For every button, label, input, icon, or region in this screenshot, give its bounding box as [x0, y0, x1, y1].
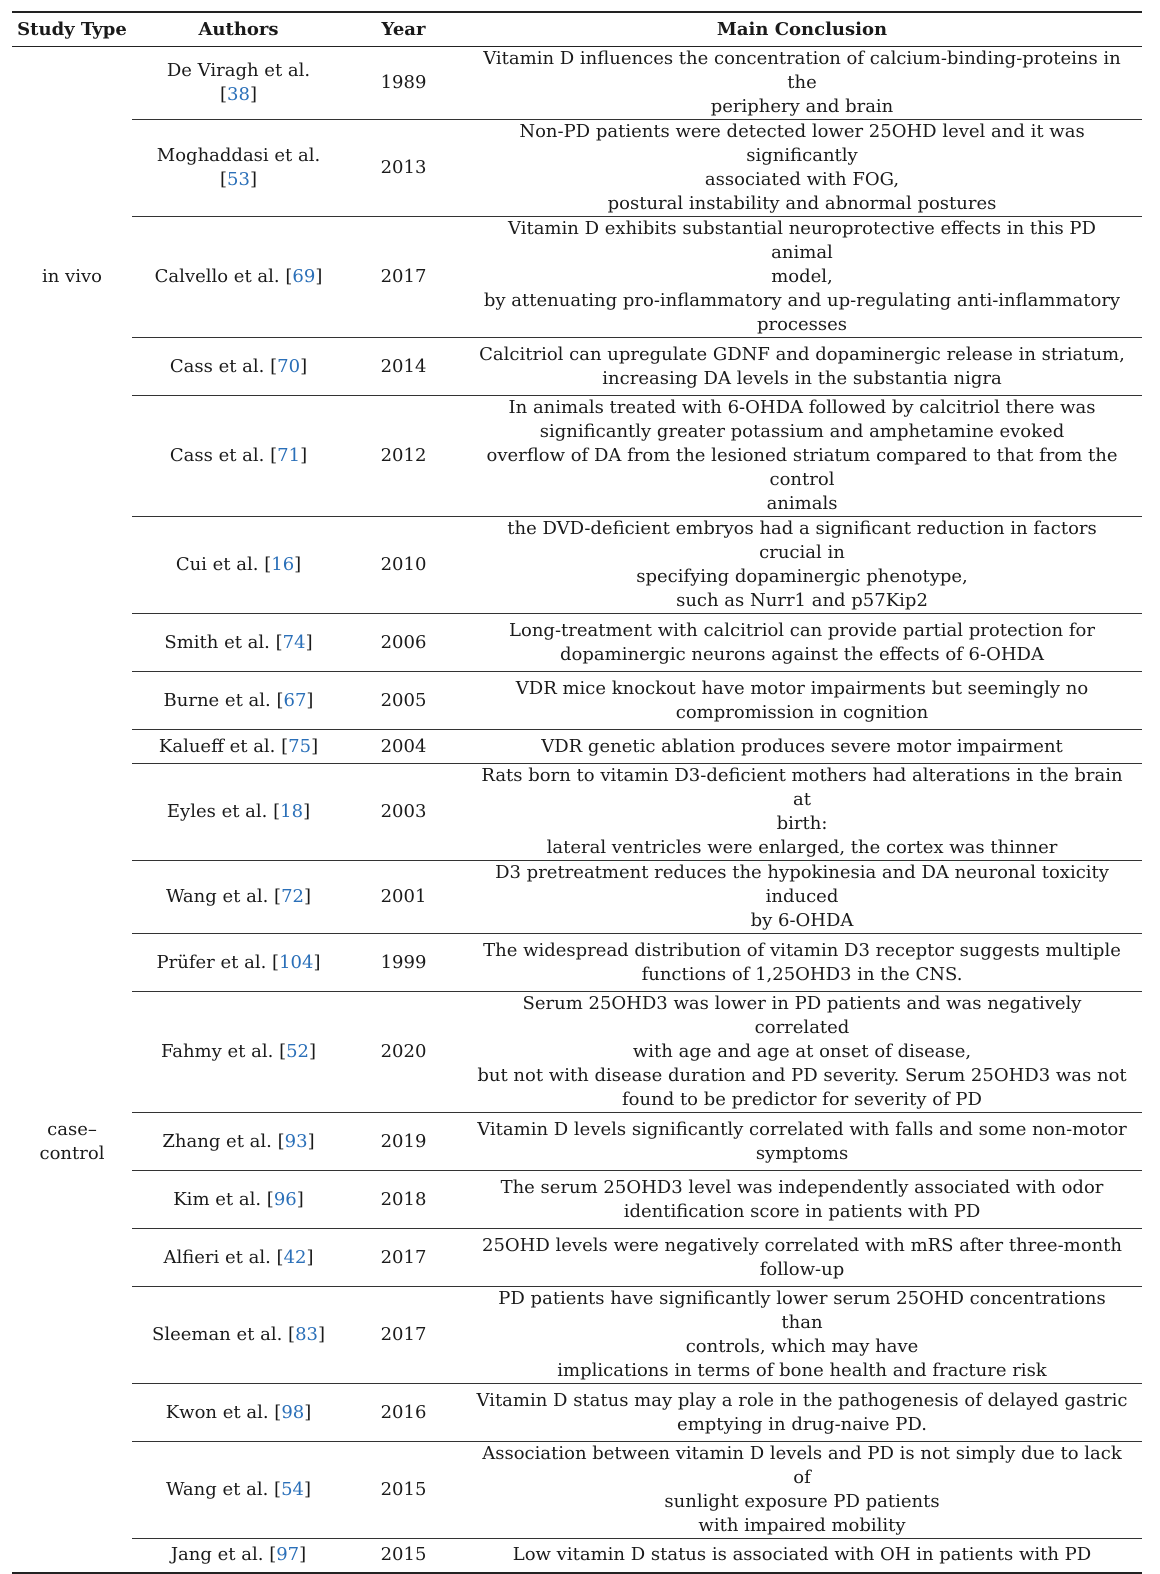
conclusion-line: postural instability and abnormal postures — [607, 193, 997, 214]
study-type-cell — [12, 614, 132, 672]
conclusion-cell — [462, 730, 1142, 764]
study-type-cell — [12, 1287, 132, 1384]
study-type-cell — [12, 517, 132, 614]
conclusion-line: overflow of DA from the lesioned striatum compared to that from the control — [486, 445, 1118, 490]
author-cell: Zhang et al. [93] — [132, 1113, 345, 1171]
table-row — [12, 338, 1142, 396]
conclusion-line: symptoms — [755, 1142, 849, 1164]
conclusion-cell — [462, 1287, 1142, 1384]
reference-link[interactable]: 104 — [279, 951, 314, 973]
study-type-cell — [12, 1229, 132, 1287]
year-cell: 2006 — [345, 614, 462, 672]
conclusion-line: functions of 1,25OHD3 in the CNS. — [641, 963, 963, 985]
conclusion-line: dopaminergic neurons against the effects of 6-OHDA — [560, 643, 1044, 665]
conclusion-cell — [462, 1442, 1142, 1539]
conclusion-line: The widespread distribution of vitamin D3 receptor suggests multiple — [483, 939, 1121, 961]
header-authors: Authors — [132, 12, 345, 47]
conclusion-line: but not with disease duration and PD severity. Serum 25OHD3 was not — [477, 1065, 1127, 1086]
conclusion-line: D3 pretreatment reduces the hypokinesia and DA neuronal toxicity induced — [495, 862, 1109, 907]
table-row — [12, 730, 1142, 764]
study-type-cell — [12, 396, 132, 517]
author-cell: Wang et al. [54] — [132, 1442, 345, 1539]
author-name: Cass et al. — [169, 355, 265, 377]
author-name: Moghaddasi et al. — [156, 145, 321, 166]
conclusion-line: controls, which may have — [685, 1336, 919, 1357]
study-type-cell — [12, 1539, 132, 1573]
study-type-cell — [12, 730, 132, 764]
year-cell: 2015 — [345, 1442, 462, 1539]
reference-link[interactable]: 96 — [273, 1188, 297, 1210]
author-name: Calvello et al. — [154, 266, 280, 287]
table-row — [12, 614, 1142, 672]
studies-table — [12, 11, 1142, 1574]
study-type-cell — [12, 1171, 132, 1229]
year-cell: 2018 — [345, 1171, 462, 1229]
reference-link[interactable]: 98 — [281, 1401, 305, 1423]
conclusion-line: Vitamin D exhibits substantial neuroprotective effects in this PD animal — [508, 218, 1096, 263]
author-cell: Burne et al. [67] — [132, 672, 345, 730]
conclusion-cell — [462, 1171, 1142, 1229]
author-cell: Fahmy et al. [52] — [132, 992, 345, 1113]
author-cell: Alfieri et al. [42] — [132, 1229, 345, 1287]
reference-link[interactable]: 53 — [227, 169, 250, 190]
conclusion-cell — [462, 861, 1142, 934]
conclusion-cell — [462, 396, 1142, 517]
year-cell: 2015 — [380, 1544, 427, 1566]
table-row — [12, 764, 1142, 861]
conclusion-line: VDR mice knockout have motor impairments but seemingly no — [515, 677, 1089, 699]
author-cell: Kalueff et al. [75] — [132, 730, 345, 764]
year-cell: 2001 — [345, 861, 462, 934]
year-cell: 1999 — [345, 934, 462, 992]
header-row — [12, 12, 1142, 47]
conclusion-line: with impaired mobility — [698, 1515, 906, 1536]
reference-link[interactable]: 75 — [288, 735, 312, 757]
reference-link[interactable]: 52 — [286, 1041, 309, 1062]
conclusion-line: significantly greater potassium and amphetamine evoked — [539, 421, 1065, 442]
conclusion-line: compromission in cognition — [675, 701, 929, 723]
conclusion-line: identification score in patients with PD — [623, 1200, 981, 1222]
author-cell: Calvello et al. [69] — [132, 217, 345, 338]
conclusion-cell — [462, 338, 1142, 396]
year-cell: 2020 — [345, 992, 462, 1113]
year-cell: 2014 — [345, 338, 462, 396]
study-type-cell — [12, 992, 132, 1113]
author-cell: Wang et al. [72] — [132, 861, 345, 934]
reference-link[interactable]: 72 — [281, 886, 304, 907]
author-name: Burne et al. — [163, 689, 271, 711]
author-name: Alfieri et al. — [163, 1246, 271, 1268]
year-cell: 1989 — [345, 47, 462, 120]
conclusion-line: by 6-OHDA — [750, 910, 854, 931]
author-name: Kim et al. — [173, 1188, 262, 1210]
author-cell: Kim et al. [96] — [132, 1171, 345, 1229]
study-type-cell — [12, 934, 132, 992]
reference-link[interactable]: 38 — [227, 84, 250, 105]
table-row — [12, 517, 1142, 614]
year-cell: 2003 — [345, 764, 462, 861]
conclusion-line: emptying in drug-naive PD. — [677, 1413, 927, 1435]
table-row — [12, 992, 1142, 1113]
table-row — [12, 672, 1142, 730]
author-name: Cui et al. — [175, 554, 259, 575]
table-row — [12, 1113, 1142, 1171]
author-name: Wang et al. — [165, 886, 269, 907]
conclusion-line: 25OHD levels were negatively correlated with mRS after three-month — [482, 1234, 1122, 1256]
conclusion-line: increasing DA levels in the substantia nigra — [602, 367, 1002, 389]
table-row — [12, 47, 1142, 120]
conclusion-cell — [462, 217, 1142, 338]
study-type-cell — [12, 1442, 132, 1539]
reference-link[interactable]: 71 — [277, 445, 301, 466]
year-cell: 2005 — [345, 672, 462, 730]
study-type-cell — [12, 861, 132, 934]
conclusion-line: model, — [771, 266, 833, 287]
conclusion-line: such as Nurr1 and p57Kip2 — [676, 590, 928, 611]
study-type-label: case– — [47, 1118, 97, 1140]
conclusion-line: sunlight exposure PD patients — [664, 1491, 940, 1512]
conclusion-line: periphery and brain — [710, 96, 894, 117]
author-name: Zhang et al. — [162, 1130, 272, 1152]
reference-link[interactable]: 54 — [281, 1479, 304, 1500]
conclusion-line: Association between vitamin D levels and PD is not simply due to lack of — [482, 1443, 1122, 1488]
reference-link[interactable]: 93 — [284, 1130, 308, 1152]
table-row — [12, 1229, 1142, 1287]
table-row — [12, 217, 1142, 338]
author-name: Prüfer et al. — [156, 951, 267, 973]
study-type-cell — [12, 1384, 132, 1442]
conclusion-cell — [462, 1539, 1142, 1573]
study-type-cell — [12, 764, 132, 861]
conclusion-line: Rats born to vitamin D3-deficient mothers had alterations in the brain at — [481, 765, 1123, 810]
conclusion-line: animals — [766, 493, 838, 514]
study-type-cell — [12, 1113, 132, 1171]
author-cell: Moghaddasi et al. [53] — [132, 120, 345, 217]
author-cell: Cass et al. [71] — [132, 396, 345, 517]
year-cell: 2012 — [345, 396, 462, 517]
author-cell: Kwon et al. [98] — [132, 1384, 345, 1442]
study-type-label: in vivo — [41, 266, 102, 287]
conclusion-line: The serum 25OHD3 level was independently associated with odor — [500, 1176, 1104, 1198]
year-cell: 2013 — [345, 120, 462, 217]
conclusion-line: VDR genetic ablation produces severe motor impairment — [541, 735, 1063, 757]
table-row — [12, 1442, 1142, 1539]
author-name: Sleeman et al. — [151, 1324, 283, 1345]
conclusion-cell — [462, 764, 1142, 861]
header-year: Year — [345, 12, 462, 47]
conclusion-cell — [462, 1229, 1142, 1287]
table-row — [12, 1171, 1142, 1229]
table-row — [12, 1539, 1142, 1573]
conclusion-line: Non-PD patients were detected lower 25OHD level and it was significantly — [519, 121, 1085, 166]
table-body — [12, 47, 1142, 1573]
conclusion-cell — [462, 517, 1142, 614]
conclusion-line: In animals treated with 6-OHDA followed by calcitriol there was — [508, 397, 1096, 418]
conclusion-line: found to be predictor for severity of PD — [622, 1089, 982, 1110]
study-type-cell — [12, 672, 132, 730]
author-name: De Viragh et al. — [166, 60, 311, 81]
author-name: Cass et al. — [169, 445, 265, 466]
author-cell: Prüfer et al. [104] — [132, 934, 345, 992]
author-cell: Sleeman et al. [83] — [132, 1287, 345, 1384]
conclusion-line: follow-up — [759, 1258, 845, 1280]
author-name: Kalueff et al. — [158, 735, 276, 757]
author-name: Smith et al. — [164, 631, 270, 653]
conclusion-cell — [462, 120, 1142, 217]
conclusion-line: Serum 25OHD3 was lower in PD patients and was negatively correlated — [522, 993, 1082, 1038]
year-cell: 2017 — [345, 217, 462, 338]
conclusion-line: the DVD-deficient embryos had a significant reduction in factors crucial in — [507, 518, 1097, 563]
study-type-cell — [12, 120, 132, 217]
conclusion-cell — [462, 1384, 1142, 1442]
table-row — [12, 861, 1142, 934]
author-cell: Eyles et al. [18] — [132, 764, 345, 861]
conclusion-line: associated with FOG, — [704, 169, 900, 190]
author-name: Fahmy et al. — [160, 1041, 274, 1062]
author-name: Wang et al. — [165, 1479, 269, 1500]
author-cell: De Viragh et al. [38] — [132, 47, 345, 120]
conclusion-line: Calcitriol can upregulate GDNF and dopaminergic release in striatum, — [479, 343, 1125, 365]
reference-link[interactable]: 16 — [271, 554, 295, 575]
conclusion-cell — [462, 1113, 1142, 1171]
conclusion-line: lateral ventricles were enlarged, the cortex was thinner — [546, 837, 1058, 858]
conclusion-line: Low vitamin D status is associated with OH in patients with PD — [512, 1544, 1092, 1566]
study-type-cell — [12, 338, 132, 396]
conclusion-line: Vitamin D influences the concentration of calcium-binding-proteins in the — [483, 48, 1121, 93]
reference-link[interactable]: 83 — [295, 1324, 318, 1345]
year-cell: 2010 — [345, 517, 462, 614]
author-name: Eyles et al. — [166, 801, 268, 822]
conclusion-cell — [462, 934, 1142, 992]
conclusion-cell — [462, 614, 1142, 672]
conclusion-line: by attenuating pro-inflammatory and up-regulating anti-inflammatory — [483, 290, 1121, 311]
conclusion-line: Vitamin D levels significantly correlated with falls and some non-motor — [477, 1118, 1127, 1140]
author-cell: Cass et al. [70] — [132, 338, 345, 396]
conclusion-cell — [462, 992, 1142, 1113]
table-row — [12, 1287, 1142, 1384]
reference-link[interactable]: 97 — [276, 1544, 300, 1566]
table-row — [12, 396, 1142, 517]
year-cell: 2017 — [345, 1229, 462, 1287]
table-row — [12, 1384, 1142, 1442]
year-cell: 2019 — [345, 1113, 462, 1171]
header-main-conclusion: Main Conclusion — [462, 12, 1142, 47]
reference-link[interactable]: 42 — [283, 1246, 307, 1268]
author-cell: Cui et al. [16] — [132, 517, 345, 614]
reference-link[interactable]: 18 — [280, 801, 304, 822]
conclusion-cell — [462, 47, 1142, 120]
conclusion-line: with age and age at onset of disease, — [632, 1041, 972, 1062]
table-row — [12, 120, 1142, 217]
reference-link[interactable]: 69 — [292, 266, 316, 287]
year-cell: 2004 — [345, 730, 462, 764]
study-type-cell — [12, 217, 132, 338]
year-cell: 2017 — [345, 1287, 462, 1384]
author-cell: Jang et al. [97] — [170, 1544, 307, 1566]
conclusion-cell — [462, 672, 1142, 730]
reference-link[interactable]: 74 — [282, 631, 306, 653]
conclusion-line: birth: — [776, 813, 828, 834]
conclusion-line: specifying dopaminergic phenotype, — [636, 566, 968, 587]
reference-link[interactable]: 70 — [277, 355, 301, 377]
table-row — [12, 934, 1142, 992]
conclusion-line: Vitamin D status may play a role in the pathogenesis of delayed gastric — [476, 1389, 1128, 1411]
study-type-cell — [12, 47, 132, 120]
conclusion-line: PD patients have significantly lower serum 25OHD concentrations than — [498, 1288, 1106, 1333]
study-type-label: control — [39, 1142, 105, 1164]
year-cell: 2016 — [345, 1384, 462, 1442]
author-name: Jang et al. — [170, 1544, 264, 1566]
author-cell: Smith et al. [74] — [132, 614, 345, 672]
header-study-type: Study Type — [12, 12, 132, 47]
author-name: Kwon et al. — [165, 1401, 269, 1423]
reference-link[interactable]: 67 — [283, 689, 307, 711]
conclusion-line: Long-treatment with calcitriol can provide partial protection for — [509, 619, 1095, 641]
conclusion-line: implications in terms of bone health and fracture risk — [557, 1360, 1047, 1381]
conclusion-line: processes — [756, 314, 848, 335]
